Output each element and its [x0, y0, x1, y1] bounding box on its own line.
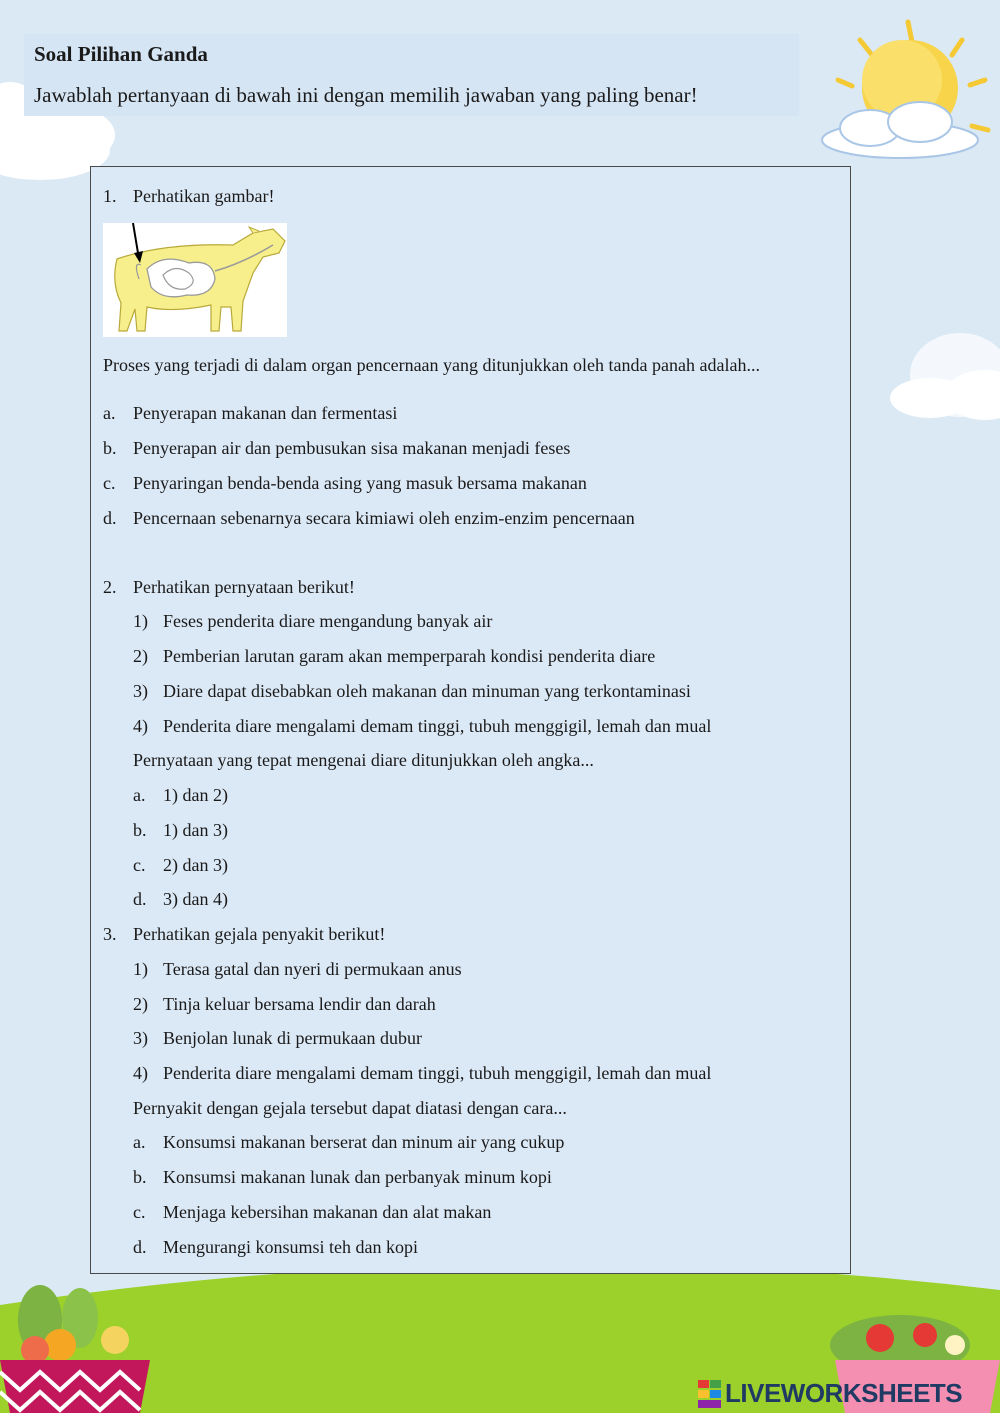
question-prompt: Perhatikan pernyataan berikut! — [133, 577, 355, 597]
question-number: 3. — [103, 924, 117, 944]
q2-statement-1: 1) Feses penderita diare mengandung banyak air — [133, 611, 493, 631]
option-q1-a[interactable]: a. Penyerapan makanan dan fermentasi — [103, 403, 398, 423]
option-q1-c[interactable]: c. Penyaringan benda-benda asing yang masuk bersama makanan — [103, 473, 587, 493]
option-q2-c[interactable]: c. 2) dan 3) — [133, 855, 228, 875]
cow-digestive-image — [103, 223, 287, 337]
instruction-text: Jawablah pertanyaan di bawah ini dengan memilih jawaban yang paling benar! — [34, 83, 698, 107]
q2-statement-3: 3) Diare dapat disebabkan oleh makanan dan minuman yang terkontaminasi — [133, 681, 691, 701]
question-number: 1. — [103, 186, 117, 206]
option-q1-b[interactable]: b. Penyerapan air dan pembusukan sisa makanan menjadi feses — [103, 438, 571, 458]
option-q2-a[interactable]: a. 1) dan 2) — [133, 785, 228, 805]
liveworksheets-logo-icon — [698, 1380, 722, 1408]
q3-prompt-line — [103, 923, 385, 945]
q3-statement-3: 3) Benjolan lunak di permukaan dubur — [133, 1028, 422, 1048]
page-title: Soal Pilihan Ganda — [34, 42, 208, 66]
question-prompt: Perhatikan gambar! — [133, 186, 275, 206]
option-q3-d[interactable]: d. Mengurangi konsumsi teh dan kopi — [133, 1237, 418, 1257]
q1-prompt-line — [103, 185, 274, 207]
q2-statement-4: 4) Penderita diare mengalami demam tinggi, tubuh menggigil, lemah dan mual — [133, 716, 712, 736]
q3-statement-4: 4) Penderita diare mengalami demam tinggi, tubuh menggigil, lemah dan mual — [133, 1063, 712, 1083]
q2-statement-2: 2) Pemberian larutan garam akan memperparah kondisi penderita diare — [133, 646, 656, 666]
option-q2-b[interactable]: b. 1) dan 3) — [133, 820, 228, 840]
q3-statement-2: 2) Tinja keluar bersama lendir dan darah — [133, 994, 436, 1014]
liveworksheets-logo-text[interactable]: LIVEWORKSHEETS — [725, 1378, 963, 1408]
q2-question: Pernyataan yang tepat mengenai diare ditunjukkan oleh angka... — [133, 750, 594, 770]
option-q3-a[interactable]: a. Konsumsi makanan berserat dan minum air yang cukup — [133, 1132, 565, 1152]
option-q1-d[interactable]: d. Pencernaan sebenarnya secara kimiawi oleh enzim-enzim pencernaan — [103, 508, 635, 528]
q3-question: Pernyakit dengan gejala tersebut dapat diatasi dengan cara... — [133, 1098, 567, 1118]
q1-question: Proses yang terjadi di dalam organ pencernaan yang ditunjukkan oleh tanda panah adalah... — [103, 355, 760, 375]
header-box — [24, 34, 799, 116]
question-panel — [90, 166, 851, 1274]
q2-prompt-line — [103, 576, 355, 598]
option-q3-b[interactable]: b. Konsumsi makanan lunak dan perbanyak minum kopi — [133, 1167, 552, 1187]
option-q3-c[interactable]: c. Menjaga kebersihan makanan dan alat makan — [133, 1202, 492, 1222]
q3-statement-1: 1) Terasa gatal dan nyeri di permukaan anus — [133, 959, 462, 979]
question-number: 2. — [103, 577, 117, 597]
question-prompt: Perhatikan gejala penyakit berikut! — [133, 924, 386, 944]
option-q2-d[interactable]: d. 3) dan 4) — [133, 889, 228, 909]
